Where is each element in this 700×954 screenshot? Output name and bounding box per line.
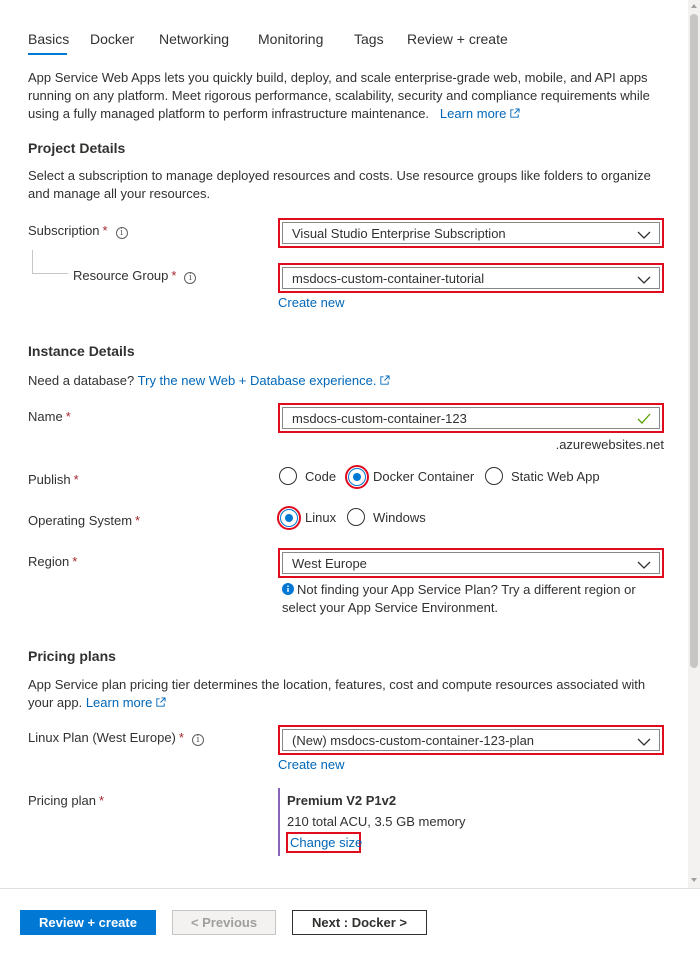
region-note: [282, 581, 662, 617]
pricing-plans-heading: Pricing plans: [28, 648, 116, 664]
intro-paragraph: [28, 69, 658, 123]
tree-connector: [32, 250, 68, 274]
region-label-text: Region: [28, 554, 70, 569]
scroll-down-icon[interactable]: [690, 876, 698, 884]
info-icon[interactable]: i: [116, 227, 128, 239]
required-mark: *: [171, 268, 177, 283]
required-mark: *: [178, 730, 184, 745]
tab-networking[interactable]: Networking: [159, 31, 230, 47]
next-docker-button[interactable]: Next : Docker >: [292, 910, 427, 935]
os-label-text: Operating System: [28, 513, 133, 528]
project-details-heading: Project Details: [28, 140, 126, 156]
publish-docker-radio[interactable]: [348, 468, 366, 486]
required-mark: *: [72, 554, 78, 569]
resource-group-value: msdocs-custom-container-tutorial: [292, 270, 485, 286]
review-create-button[interactable]: Review + create: [20, 910, 156, 935]
subscription-label: [28, 223, 128, 239]
footer-divider: [0, 888, 700, 889]
required-mark: *: [102, 223, 108, 238]
pricing-plans-description: [28, 676, 653, 712]
intro-learn-more-link[interactable]: Learn more: [439, 106, 507, 121]
name-value: msdocs-custom-container-123: [292, 410, 467, 426]
name-input-box[interactable]: [282, 407, 660, 429]
database-prompt: [28, 373, 390, 388]
tab-docker[interactable]: Docker: [90, 31, 135, 47]
publish-code-radio[interactable]: [279, 467, 297, 485]
os-windows-label[interactable]: Windows: [373, 510, 426, 525]
resource-group-dropdown-box[interactable]: [282, 267, 660, 289]
required-mark: *: [135, 513, 141, 528]
pricing-tier-accent-bar: [278, 788, 280, 856]
linux-plan-label-text: Linux Plan (West Europe): [28, 730, 176, 745]
region-note-text: Not finding your App Service Plan? Try a different region or select your App Service Environment.: [282, 582, 636, 615]
region-dropdown[interactable]: [278, 548, 664, 578]
publish-docker-label[interactable]: Docker Container: [373, 469, 475, 484]
project-details-description: Select a subscription to manage deployed resources and costs. Use resource groups like folders to organize and manage all your resources.: [28, 168, 651, 201]
name-domain-suffix: .azurewebsites.net: [555, 437, 664, 452]
scroll-up-icon[interactable]: [690, 2, 698, 10]
name-input[interactable]: [278, 403, 664, 433]
os-windows-radio[interactable]: [347, 508, 365, 526]
resource-group-dropdown[interactable]: [278, 263, 664, 293]
region-value: West Europe: [292, 555, 367, 571]
linux-plan-value: (New) msdocs-custom-container-123-plan: [292, 732, 535, 748]
publish-static-label[interactable]: Static Web App: [511, 469, 600, 484]
pricing-tier-name: Premium V2 P1v2: [287, 793, 397, 808]
subscription-value: Visual Studio Enterprise Subscription: [292, 225, 506, 241]
required-mark: *: [98, 793, 104, 808]
chevron-down-icon: [637, 559, 651, 571]
checkmark-icon: [637, 413, 651, 425]
pricing-learn-more-link[interactable]: Learn more: [85, 695, 153, 710]
info-icon[interactable]: i: [192, 734, 204, 746]
chevron-down-icon: [637, 274, 651, 286]
resource-group-label: [73, 268, 196, 284]
tab-tags[interactable]: Tags: [354, 31, 384, 47]
linux-plan-dropdown[interactable]: [278, 725, 664, 755]
subscription-dropdown-box[interactable]: [282, 222, 660, 244]
os-linux-radio[interactable]: [280, 509, 298, 527]
tab-review-create[interactable]: Review + create: [407, 31, 508, 47]
intro-text: App Service Web Apps lets you quickly build, deploy, and scale enterprise-grade web, mobile, and API apps running on any platform. Meet rigorous performance, scalability, security and compliance requirements while using a fully managed platform to perform infrastructure maintenance.: [28, 70, 650, 121]
linux-plan-create-new-link[interactable]: Create new: [278, 757, 345, 772]
info-icon[interactable]: i: [184, 272, 196, 284]
instance-details-heading: Instance Details: [28, 343, 135, 359]
publish-label: [28, 472, 79, 487]
publish-label-text: Publish: [28, 472, 71, 487]
subscription-label-text: Subscription: [28, 223, 100, 238]
resource-group-label-text: Resource Group: [73, 268, 169, 283]
name-label-text: Name: [28, 409, 63, 424]
pricing-plan-label: [28, 793, 104, 808]
pricing-tier-description: 210 total ACU, 3.5 GB memory: [287, 814, 466, 829]
publish-static-radio[interactable]: [485, 467, 503, 485]
info-filled-icon: [282, 583, 294, 595]
tab-basics-underline: [28, 53, 67, 55]
chevron-down-icon: [637, 736, 651, 748]
os-label: [28, 513, 140, 528]
database-prompt-text: Need a database?: [28, 373, 135, 388]
external-link-icon: [509, 108, 520, 119]
pricing-plans-description-text: App Service plan pricing tier determines the location, features, cost and compute resources associated with your app.: [28, 677, 646, 710]
web-database-experience-link[interactable]: Try the new Web + Database experience.: [137, 373, 377, 388]
chevron-down-icon: [637, 229, 651, 241]
pricing-plan-label-text: Pricing plan: [28, 793, 96, 808]
previous-button[interactable]: < Previous: [172, 910, 276, 935]
tab-monitoring[interactable]: Monitoring: [258, 31, 324, 47]
publish-code-label[interactable]: Code: [305, 469, 337, 484]
subscription-dropdown[interactable]: [278, 218, 664, 248]
scrollbar-thumb[interactable]: [690, 14, 698, 668]
linux-plan-dropdown-box[interactable]: [282, 729, 660, 751]
region-dropdown-box[interactable]: [282, 552, 660, 574]
external-link-icon: [155, 697, 166, 708]
external-link-icon: [379, 375, 390, 386]
change-size-link[interactable]: Change size: [290, 835, 363, 850]
linux-plan-label: [28, 730, 204, 746]
required-mark: *: [65, 409, 71, 424]
resource-group-create-new-link[interactable]: Create new: [278, 295, 345, 310]
name-label: [28, 409, 71, 424]
os-linux-label[interactable]: Linux: [305, 510, 337, 525]
required-mark: *: [73, 472, 79, 487]
region-label: [28, 554, 77, 569]
tab-basics[interactable]: Basics: [28, 31, 70, 47]
